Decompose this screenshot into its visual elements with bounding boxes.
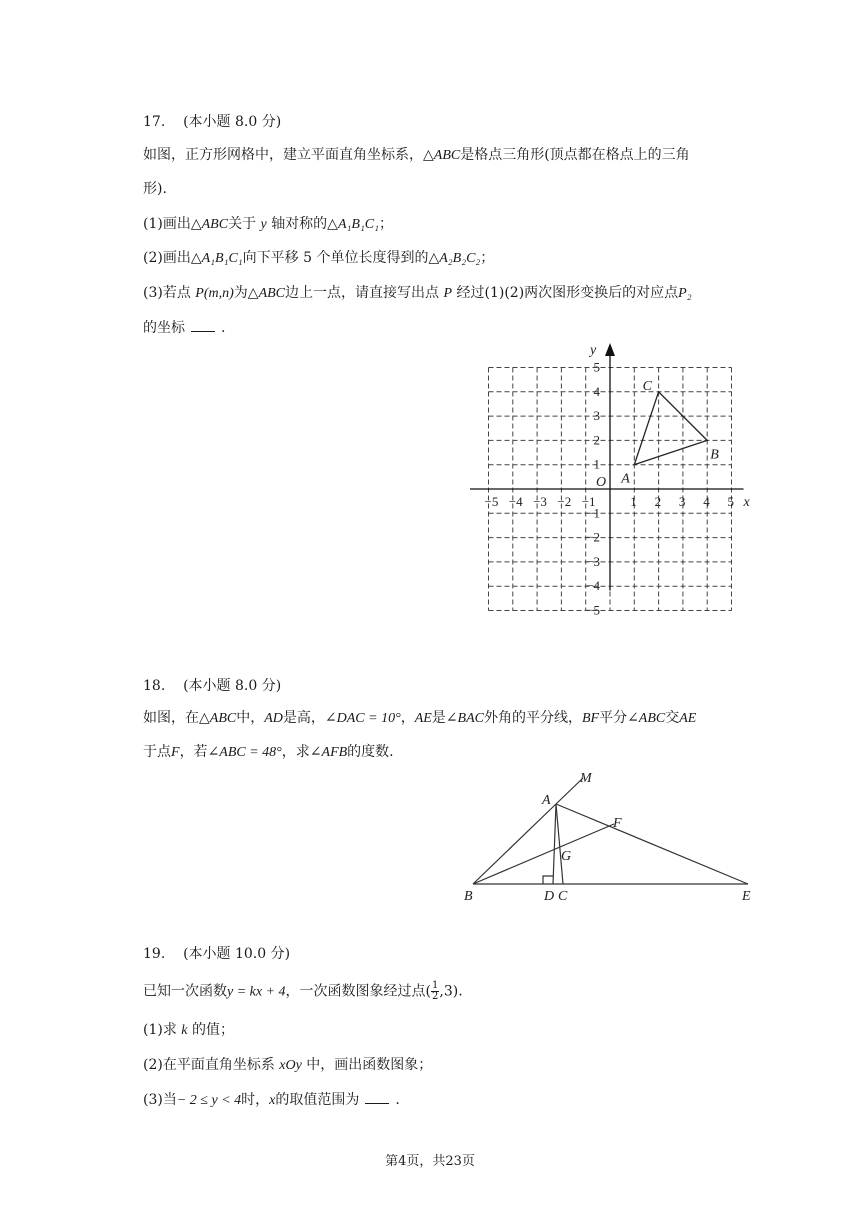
text: ； [480, 250, 495, 266]
text: 于点 [143, 744, 171, 760]
text: ， [400, 710, 415, 726]
y-tick-label: 3 [593, 408, 600, 424]
math: ABC [209, 711, 237, 726]
text: . [395, 1092, 400, 1108]
q19-score: (本小题 10.0 分) [183, 946, 291, 962]
x-tick-label: 4 [703, 494, 710, 509]
triangle-abc-outline [634, 392, 707, 465]
q18-header [143, 676, 281, 696]
text: 交 [665, 710, 680, 726]
math: ABC [201, 217, 229, 232]
math: P [443, 286, 453, 301]
math: A₁B₁C₁ [337, 217, 380, 232]
math: x [269, 1093, 276, 1108]
q17-part3 [143, 283, 692, 304]
q19-part2 [143, 1055, 432, 1076]
text: 中， [236, 710, 265, 726]
text: 已知一次函数 [143, 983, 227, 1000]
text: 的值； [191, 1022, 234, 1038]
label-f: F [613, 816, 622, 831]
text: 如图，在△ [143, 710, 210, 726]
text: ,3). [439, 983, 463, 1000]
math: AE [414, 711, 432, 726]
math: ∠DAC = 10° [324, 711, 401, 726]
segment-am [556, 778, 583, 804]
q17-part1 [143, 214, 393, 235]
math: y = kx + 4 [227, 984, 286, 1000]
text: 形). [143, 181, 167, 197]
math: y [260, 217, 267, 232]
q18-score: (本小题 8.0 分) [183, 678, 282, 694]
math: A₂B₂C₂ [439, 251, 481, 266]
q19-line1 [143, 981, 463, 1003]
segment-bf [473, 824, 614, 884]
q19-number: 19. [143, 946, 166, 962]
text: 为△ [233, 285, 259, 301]
segment-ae [556, 804, 748, 884]
math: ∠AFB [309, 745, 348, 760]
math: ABC [258, 286, 286, 301]
math: P₂ [678, 286, 692, 301]
y-tick-label: 1 [593, 456, 600, 472]
point-c-label: C [642, 378, 652, 394]
math: F [171, 745, 180, 760]
text: ，一次函数图象经过点( [285, 983, 432, 1000]
q18-line1 [143, 708, 696, 729]
x-axis-label: x [743, 495, 750, 510]
text: 关于 [228, 216, 257, 232]
text: 时， [241, 1092, 270, 1108]
text: 的取值范围为 [275, 1092, 360, 1108]
math: ABC [433, 148, 461, 163]
q17-part3-cont [143, 317, 225, 338]
q18-number: 18. [143, 678, 166, 694]
text: 的坐标 [143, 320, 185, 336]
text: 是格点三角形(顶点都在格点上的三角 [460, 147, 690, 163]
text: 是 [431, 710, 446, 726]
origin-label: O [596, 475, 607, 490]
segment-ab [473, 804, 556, 884]
text: ，求 [281, 744, 310, 760]
point-a-label: A [621, 471, 630, 487]
y-tick-label: 4 [593, 383, 600, 399]
label-m: M [580, 771, 592, 786]
y-tick-label: −5 [586, 602, 600, 618]
q17-header [143, 112, 281, 132]
y-tick-label: −4 [586, 578, 600, 594]
text: (2)在平面直角坐标系 [143, 1057, 275, 1073]
triangle-abc [620, 379, 719, 487]
text: (2)画出△ [143, 250, 202, 266]
text: 向下平移 5 个单位长度得到的△ [242, 250, 440, 266]
q17-number: 17. [143, 114, 166, 130]
q19-part1 [143, 1020, 234, 1041]
text: ，若 [179, 744, 208, 760]
label-c: C [558, 889, 568, 904]
math: xOy [279, 1058, 302, 1073]
q18-line2 [143, 742, 394, 763]
text: (1)求 [143, 1022, 177, 1038]
text: 是高， [282, 710, 325, 726]
text: (1)画出△ [143, 216, 202, 232]
label-b: B [464, 889, 473, 904]
label-g: G [561, 849, 572, 864]
q17-intro [143, 145, 690, 166]
math: k [181, 1023, 188, 1038]
math: AE [679, 711, 697, 726]
q17-score: (本小题 8.0 分) [183, 114, 282, 130]
x-tick-label: 1 [630, 494, 637, 509]
math: P(m,n) [195, 286, 234, 301]
text: 轴对称的△ [271, 216, 338, 232]
text: (3)当 [143, 1092, 177, 1108]
q17-intro-cont [143, 179, 167, 199]
math: − 2 ≤ y < 4 [176, 1093, 242, 1108]
x-tick-label: −1 [581, 494, 596, 509]
label-d: D [544, 889, 555, 904]
text: 的度数. [347, 744, 394, 760]
text: 外角的平分线， [483, 710, 582, 726]
answer-blank[interactable] [191, 317, 215, 332]
text: 中，画出函数图象； [306, 1057, 433, 1073]
q19-header [143, 944, 290, 964]
point-b-label: B [710, 447, 719, 463]
answer-blank[interactable] [365, 1089, 389, 1104]
text: ； [379, 216, 394, 232]
y-axis-label: y [590, 343, 597, 358]
math: ∠BAC [445, 711, 484, 726]
segment-ad [553, 804, 556, 884]
math: ∠ABC [627, 711, 666, 726]
text: 边上一点，请直接写出点 [285, 285, 440, 301]
q17-part2 [143, 248, 494, 269]
denominator: 2 [432, 991, 439, 1002]
label-a: A [542, 793, 551, 808]
math: A₁B₁C₁ [201, 251, 243, 266]
q17-coordinate-grid [460, 340, 770, 640]
axes [470, 343, 744, 594]
page-footer: 第4页，共23页 [385, 1154, 475, 1169]
x-tick-label: −3 [533, 494, 547, 509]
numerator: 1 [432, 980, 439, 991]
label-e: E [742, 889, 751, 904]
tick-labels [485, 343, 751, 618]
x-tick-label: 3 [678, 494, 686, 509]
y-tick-label: −2 [586, 529, 600, 545]
math: BF [581, 711, 600, 726]
x-tick-label: −4 [508, 494, 523, 509]
x-tick-label: −5 [484, 494, 499, 509]
segment-ac [556, 804, 563, 884]
x-tick-label: 5 [727, 494, 734, 509]
y-tick-label: −3 [586, 553, 600, 569]
x-tick-label: 2 [654, 494, 662, 509]
text: 平分 [599, 710, 628, 726]
y-axis-arrow [605, 343, 615, 356]
y-tick-label: −1 [586, 505, 600, 521]
x-tick-label: −2 [557, 494, 572, 509]
y-tick-label: 5 [593, 359, 600, 375]
text: (3)若点 [143, 285, 191, 301]
q19-part3 [143, 1089, 400, 1111]
text: 经过(1)(2)两次图形变换后的对应点 [456, 285, 679, 301]
right-angle-mark [543, 876, 553, 884]
text: . [221, 320, 226, 336]
text: 如图，正方形网格中，建立平面直角坐标系，△ [143, 147, 434, 163]
y-tick-label: 2 [593, 432, 600, 448]
q18-triangle-figure [450, 762, 770, 907]
math: ∠ABC = 48° [207, 745, 282, 760]
math: AD [264, 711, 283, 726]
